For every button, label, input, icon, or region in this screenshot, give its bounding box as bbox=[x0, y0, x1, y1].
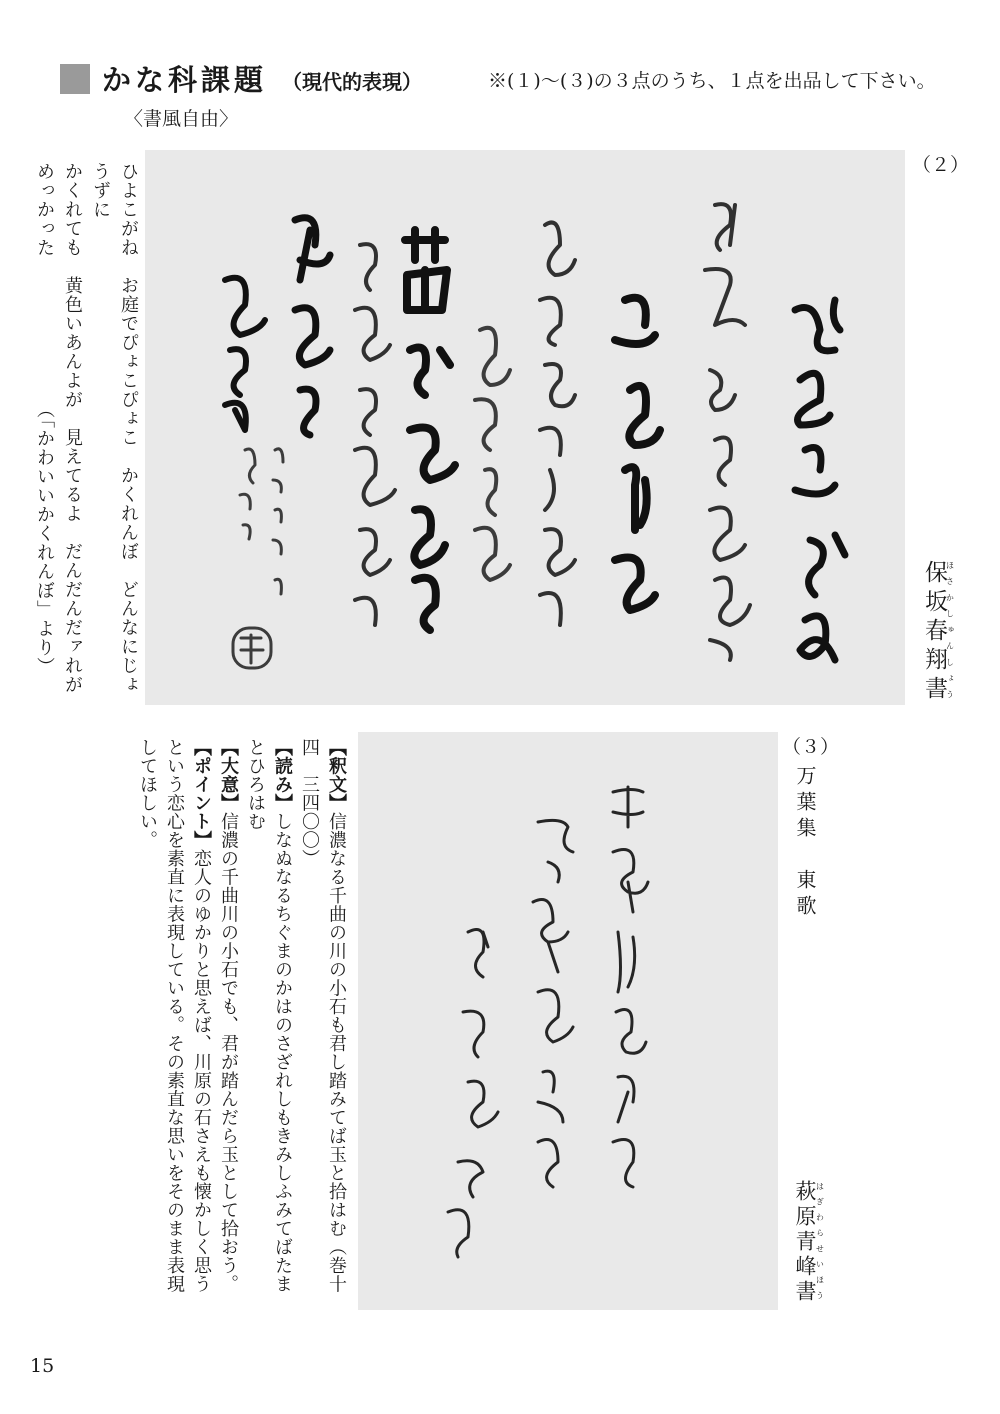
commentary-label: 【読み】 bbox=[272, 738, 293, 812]
page-number: 15 bbox=[30, 1355, 55, 1377]
page-title: かな科課題 bbox=[102, 63, 268, 97]
work-3-artist bbox=[790, 1180, 824, 1305]
artist-name: 保坂春翔書 bbox=[921, 560, 947, 705]
commentary-point bbox=[134, 738, 215, 1310]
submission-note: ※(１)〜(３)の３点のうち、１点を出品して下さい。 bbox=[488, 70, 936, 92]
artist-reading: はぎわらせいほう bbox=[815, 1180, 825, 1305]
poem-line: めっかった （「かわいいかくれんぼ」より） bbox=[34, 162, 55, 676]
commentary-text: 信濃の千曲川の小石でも、君が踏んだら玉として拾おう。 bbox=[218, 812, 239, 1293]
commentary-text: しなぬなるちぐまのかはのさざれしもきみしふみてばたまとひろはむ bbox=[245, 738, 293, 1293]
commentary-shakubun bbox=[296, 738, 350, 1310]
commentary-taii bbox=[215, 738, 242, 1310]
commentary-label: 【釈文】 bbox=[326, 738, 347, 812]
work-3-commentary bbox=[134, 738, 350, 1310]
commentary-label: 【大意】 bbox=[218, 738, 239, 812]
style-note: 〈書風自由〉 bbox=[124, 108, 239, 130]
artist-name: 萩原青峰書 bbox=[793, 1180, 817, 1305]
work-2-poem-text bbox=[30, 162, 142, 702]
work-3-source: 万葉集 東歌 bbox=[793, 765, 817, 921]
commentary-label: 【ポイント】 bbox=[191, 738, 212, 849]
work-2-number: （２） bbox=[912, 154, 970, 176]
title-marker bbox=[60, 64, 90, 94]
calligraphy-image-3 bbox=[358, 732, 778, 1310]
commentary-text: 信濃なる千曲の川の小石も君し踏みてば玉と拾はむ（巻十四 三四〇〇） bbox=[299, 738, 347, 1293]
brush-artwork-3 bbox=[358, 732, 778, 1310]
work-3-number: （３） bbox=[782, 736, 840, 758]
commentary-yomi bbox=[242, 738, 296, 1310]
poem-line: かくれても 黄色いあんよが 見えてるよ だんだんだァれが bbox=[62, 162, 83, 694]
brush-artwork-2 bbox=[145, 150, 905, 705]
artist-reading: ほさかしゅんしょう bbox=[945, 560, 955, 705]
work-2-artist bbox=[918, 560, 954, 705]
page-subtitle: （現代的表現） bbox=[282, 70, 422, 94]
poem-line: ひよこがね お庭でぴょこぴょこ かくれんぼ どんなにじょうずに bbox=[90, 162, 139, 694]
commentary-text: 恋人のゆかりと思えば、川原の石さえも懐かしく思うという恋心を素直に表現している。その素直な思いをそのまま表現してほしい。 bbox=[137, 738, 212, 1293]
calligraphy-image-2 bbox=[145, 150, 905, 705]
